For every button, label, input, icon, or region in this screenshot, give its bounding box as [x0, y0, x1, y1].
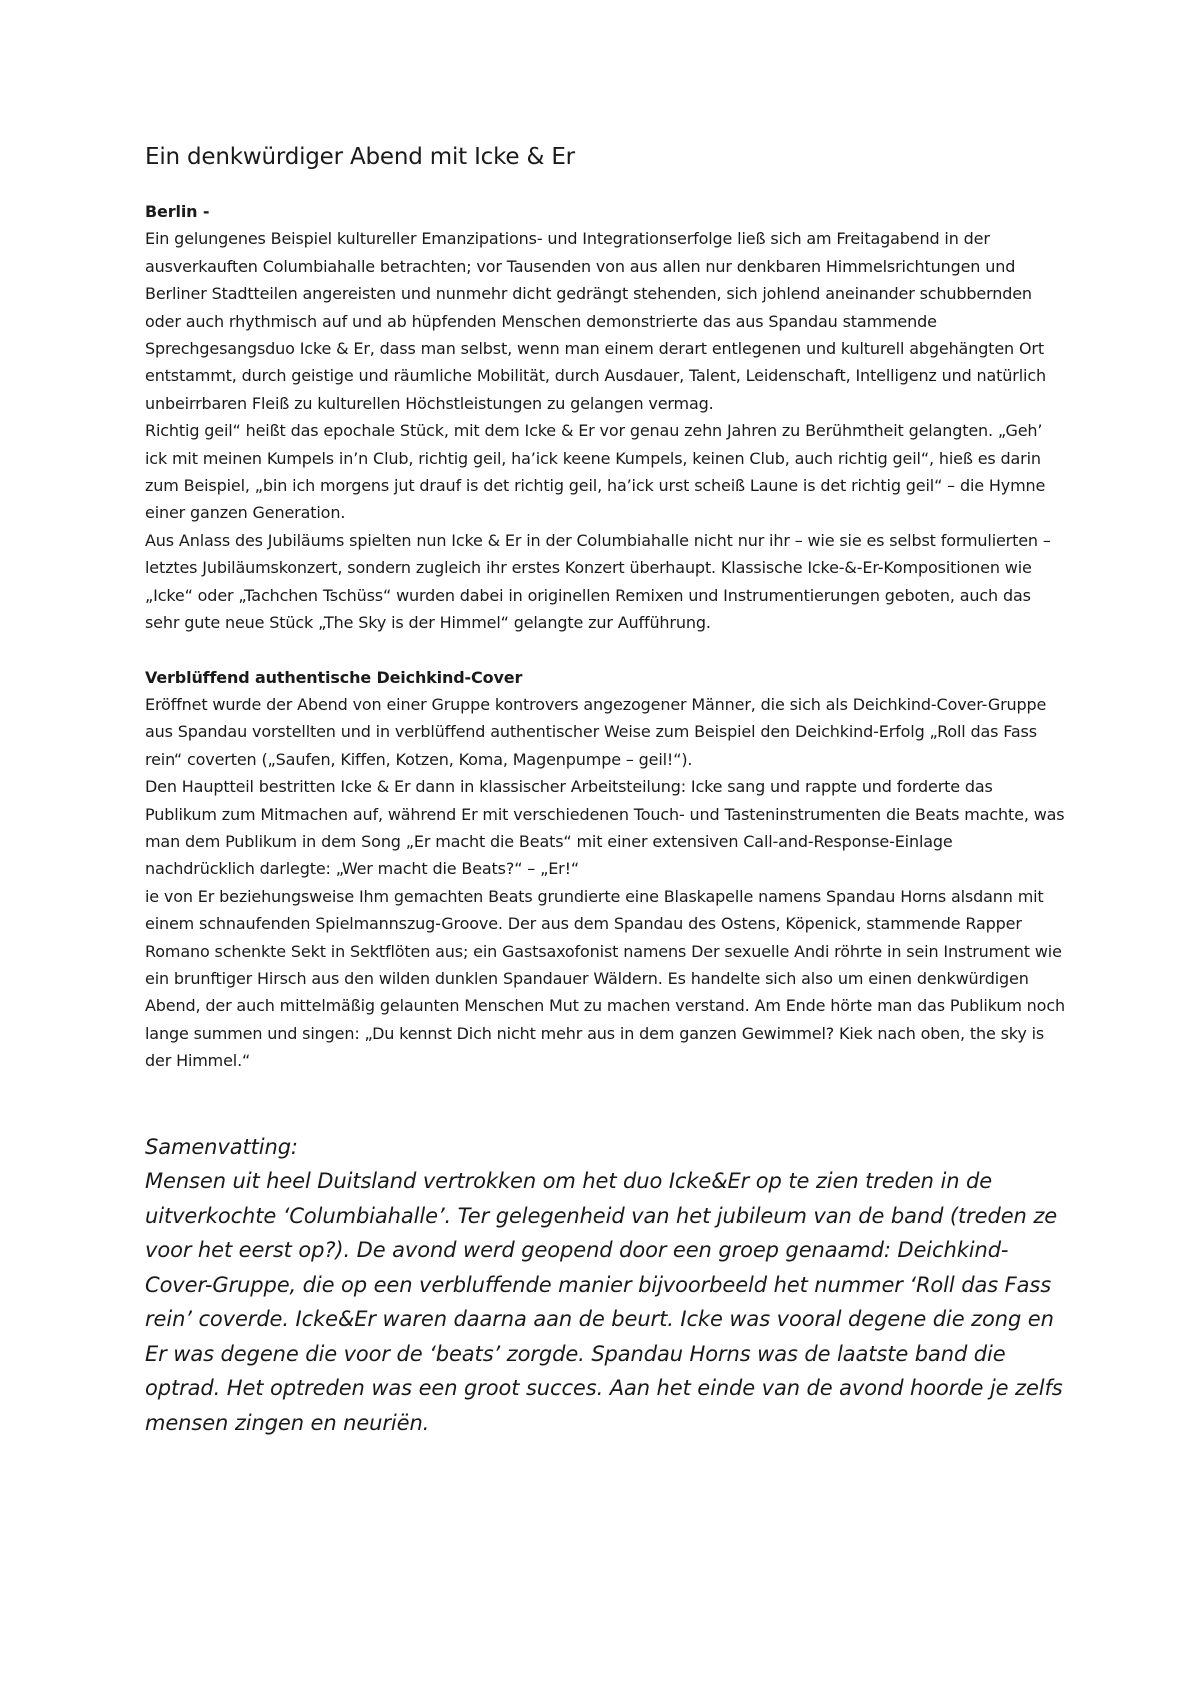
paragraph: Aus Anlass des Jubiläums spielten nun Icke & Er in der Columbiahalle nicht nur ihr – wie sie es selbst formulierten – letztes Jubiläumskonzert, sondern zugleich ihr erstes Konzert überhaupt. Klassische Icke-&-Er-Kompositionen wie „Icke“ oder „Tachchen Tschüss“ wurden dabei in originellen Remixen und Instrumentierungen geboten, auch das sehr gute neue Stück „The Sky is der Himmel“ gelangte zur Aufführung.	[145, 530, 1051, 633]
summary-block	[145, 1130, 1065, 1441]
section-deichkind-cover	[145, 664, 1065, 1075]
summary-label: Samenvatting:	[145, 1134, 298, 1159]
section-heading: Berlin -	[145, 202, 210, 221]
paragraph: ie von Er beziehungsweise Ihm gemachten Beats grundierte eine Blaskapelle namens Spandau Horns alsdann mit einem schnaufenden Spielmannszug-Groove. Der aus dem Spandau des Ostens, Köpenick, stammende Rapper Romano schenkte Sekt in Sektflöten aus; ein Gastsaxofonist namens Der sexuelle Andi röhrte in sein Instrument wie ein brunftiger Hirsch aus den wilden dunklen Spandauer Wäldern. Es handelte sich also um einen denkwürdigen Abend, der auch mittelmäßig gelaunten Menschen Mut zu machen verstand. Am Ende hörte man das Publikum noch lange summen und singen: „Du kennst Dich nicht mehr aus in dem ganzen Gewimmel? Kiek nach oben, the sky is der Himmel.“	[145, 886, 1065, 1071]
summary-text: Mensen uit heel Duitsland vertrokken om het duo Icke&Er op te zien treden in de uitverkochte ‘Columbiahalle’. Ter gelegenheid van het jubileum van de band (treden ze voor het eerst op?). De avond werd geopend door een groep genaamd: Deichkind-Cover-Gruppe, die op een verbluffende manier bijvoorbeeld het nummer ‘Roll das Fass rein’ coverde. Icke&Er waren daarna aan de beurt. Icke was vooral degene die zong en Er was degene die voor de ‘beats’ zorgde. Spandau Horns was de laatste band die optrad. Het optreden was een groot succes. Aan het einde van de avond hoorde je zelfs mensen zingen en neuriën.	[145, 1169, 1063, 1435]
document-page	[145, 142, 1065, 1440]
paragraph: Den Hauptteil bestritten Icke & Er dann in klassischer Arbeitsteilung: Icke sang und rappte und forderte das Publikum zum Mitmachen auf, während Er mit verschiedenen Touch- und Tasteninstrumenten die Beats machte, was man dem Publikum in dem Song „Er macht die Beats“ mit einer extensiven Call-and-Response-Einlage nachdrücklich darlegte: „Wer macht die Beats?“ – „Er!“	[145, 777, 1065, 879]
paragraph: Ein gelungenes Beispiel kultureller Emanzipations- und Integrationserfolge ließ sich am Freitagabend in der ausverkauften Columbiahalle betrachten; vor Tausenden von aus allen nur denkbaren Himmelsrichtungen und Berliner Stadtteilen angereisten und nunmehr dicht gedrängt stehenden, sich johlend aneinander schubbernden oder auch rhythmisch auf und ab hüpfenden Menschen demonstrierte das aus Spandau stammende Sprechgesangsduo Icke & Er, dass man selbst, wenn man einem derart entlegenen und kulturell abgehängten Ort entstammt, durch geistige und räumliche Mobilität, durch Ausdauer, Talent, Leidenschaft, Intelligenz und natürlich unbeirrbaren Fleiß zu kulturellen Höchstleistungen zu gelangen vermag.	[145, 229, 1046, 413]
page-title: Ein denkwürdiger Abend mit Icke & Er	[145, 144, 575, 170]
section-heading: Verblüffend authentische Deichkind-Cover	[145, 667, 523, 687]
paragraph: Eröffnet wurde der Abend von einer Gruppe kontrovers angezogener Männer, die sich als Deichkind-Cover-Gruppe aus Spandau vorstellten und in verblüffend authentischer Weise zum Beispiel den Deichkind-Erfolg „Roll das Fass rein“ coverten („Saufen, Kiffen, Kotzen, Koma, Magenpumpe – geil!“).	[145, 694, 1047, 769]
section-berlin	[145, 198, 1065, 637]
paragraph: Richtig geil“ heißt das epochale Stück, mit dem Icke & Er vor genau zehn Jahren zu Berühmtheit gelangten. „Geh’ ick mit meinen Kumpels in’n Club, richtig geil, ha’ick keene Kumpels, keinen Club, auch richtig geil“, hieß es darin zum Beispiel, „bin ich morgens jut drauf is det richtig geil, ha’ick urst scheiß Laune is det richtig geil“ – die Hymne einer ganzen Generation.	[145, 421, 1046, 523]
